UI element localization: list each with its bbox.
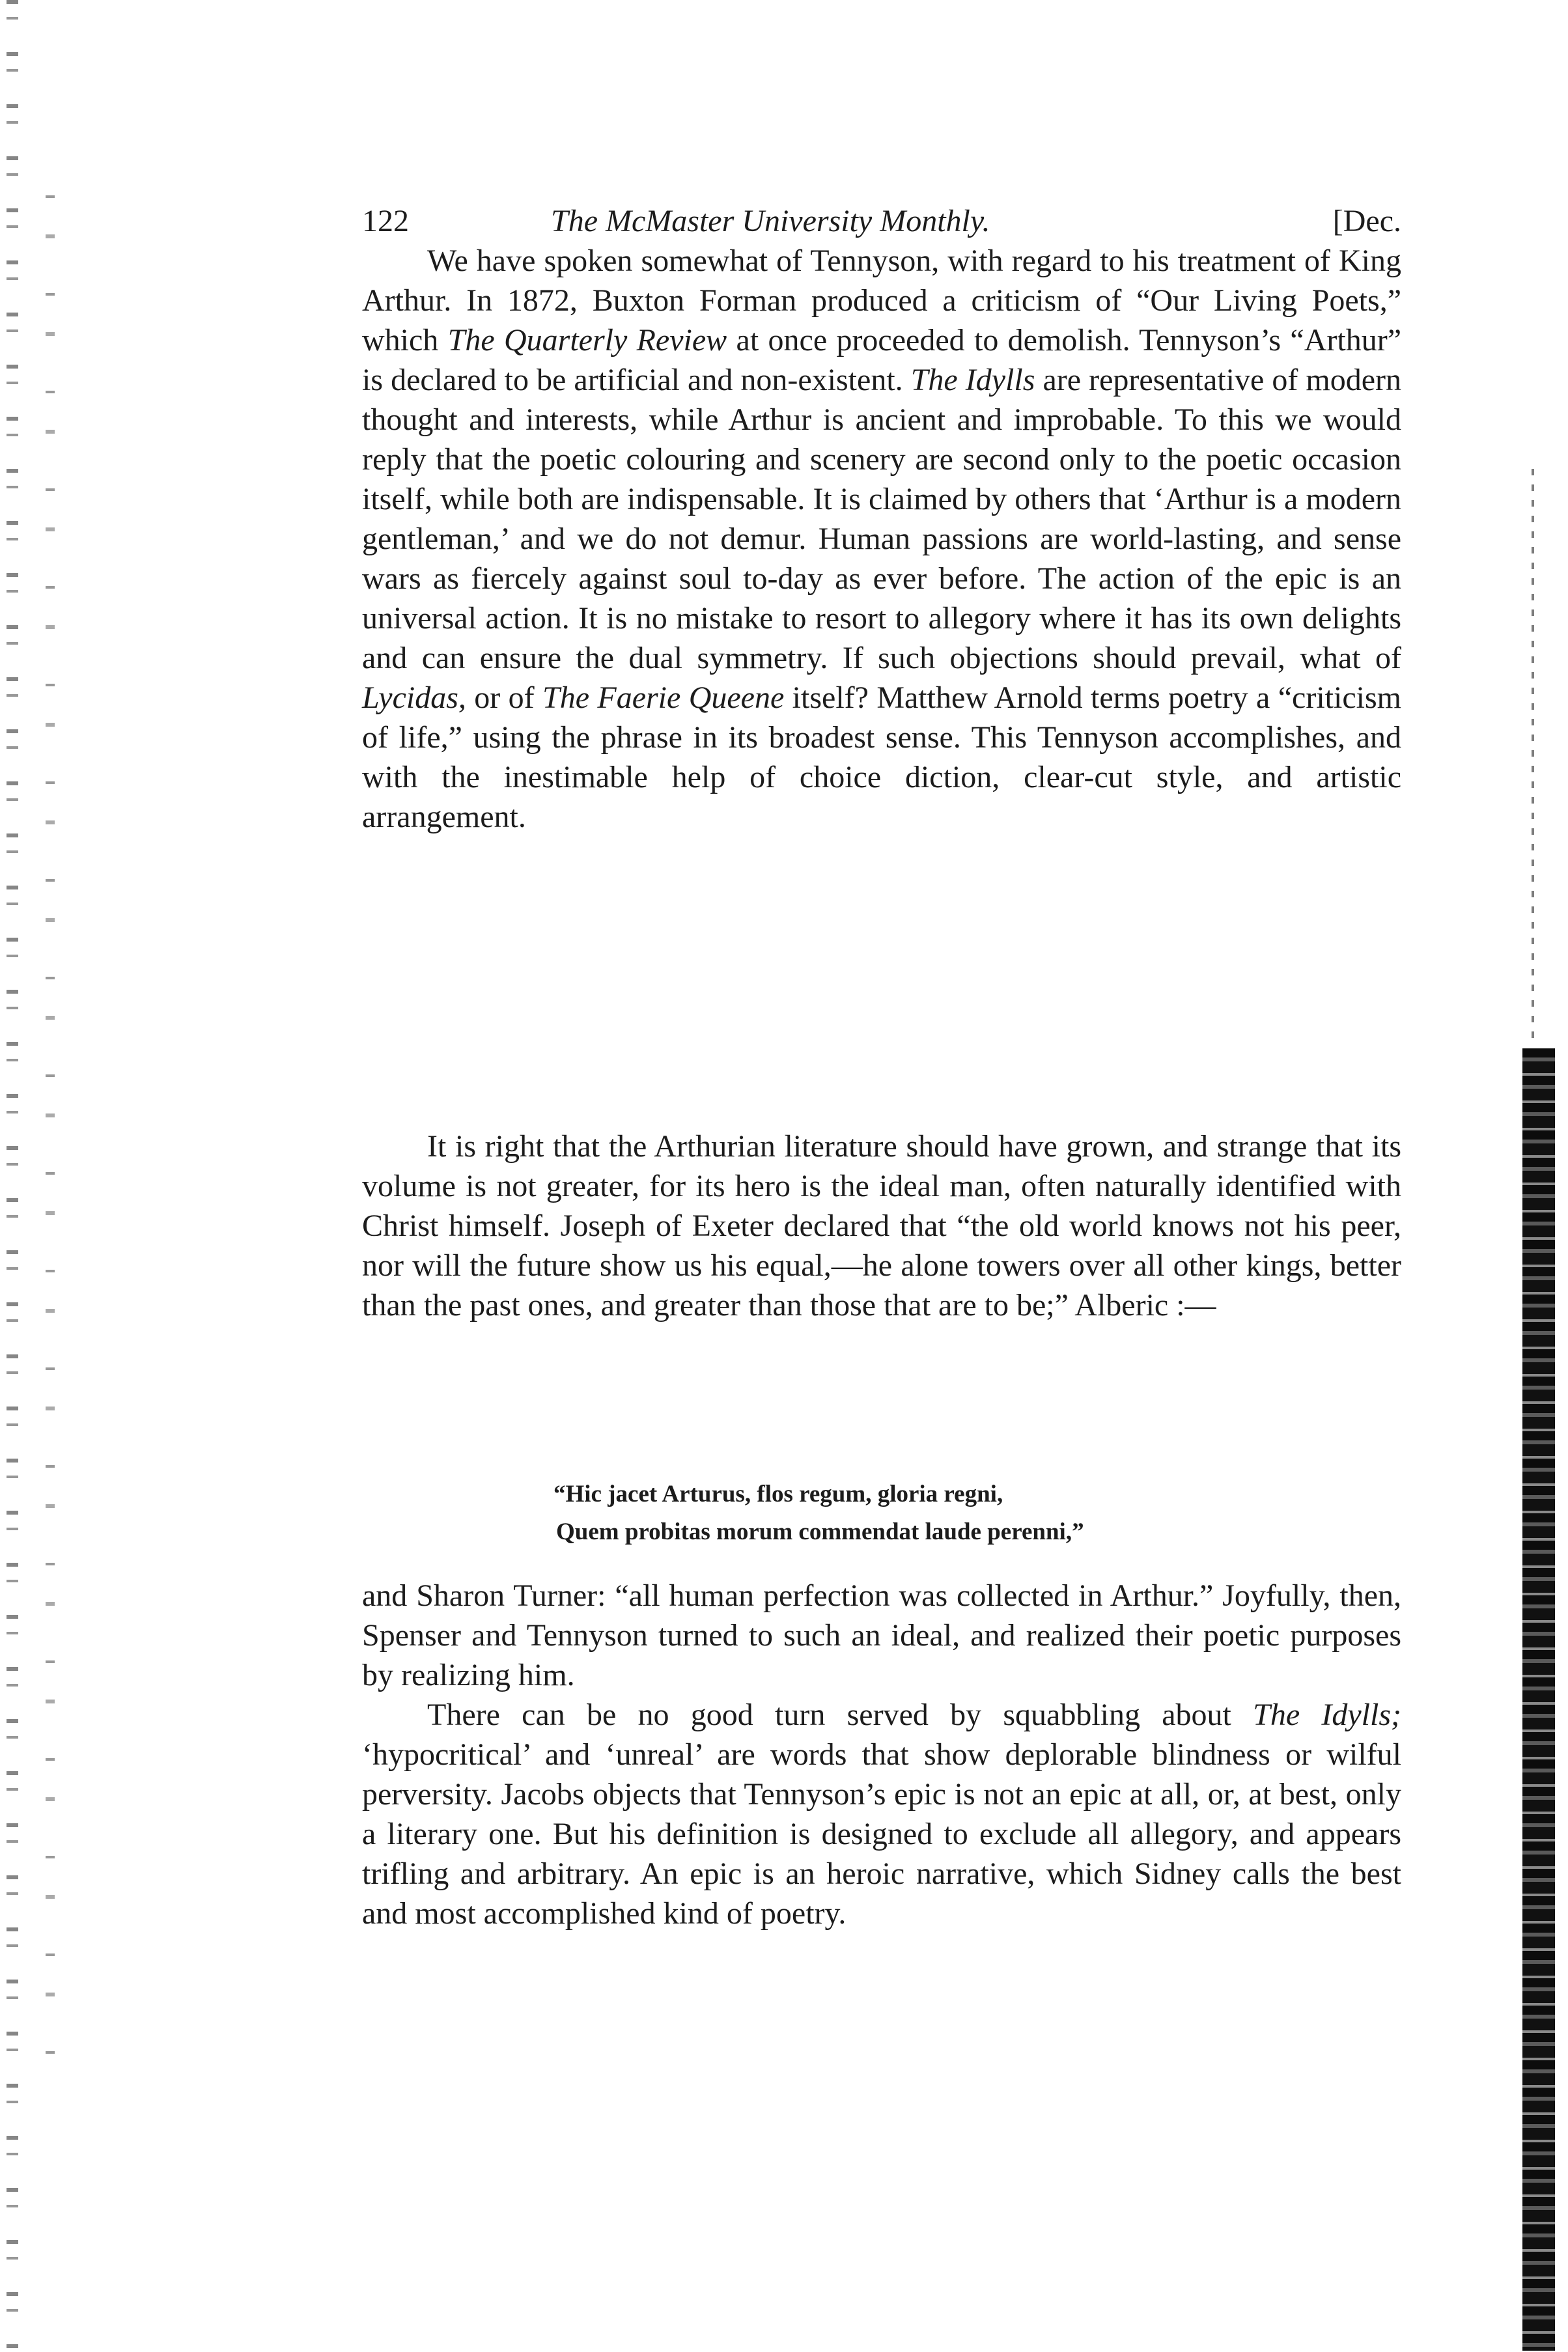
- paragraph-1-text-c: are representative of modern thought and interests, while Arthur is ancient and improbable. To this we would reply that the poetic colouring and scenery are second only to the poetic occasion itself, while both are indispensable. It is claimed by others that ‘Arthur is a modern gentleman,’ and we do not demur. Human passions are world-lasting, and sense wars as fiercely against soul to-day as ever before. The action of the epic is an universal action. It is no mistake to resort to allegory where it has its own delights and can ensure the dual symmetry. If such objections should prevail, what of: [362, 363, 1402, 675]
- scan-edge-right-thin: [1532, 469, 1534, 1042]
- scan-edge-left-inner: [46, 195, 55, 2084]
- paragraph-4: [362, 1695, 1401, 1933]
- body-text-bottom: [362, 1576, 1401, 1933]
- title-faerie-queene: The Faerie Queene: [542, 680, 785, 715]
- paragraph-1-text-a: We have spoken somewhat of Tennyson, with regard to his treatment of King Arthur. In 1872, Buxton Forman produced a criticism of “Our Living Poets,” which: [362, 244, 1401, 357]
- page-number: 122: [362, 204, 409, 238]
- paragraph-1: [362, 241, 1401, 837]
- body-text-middle: [362, 1127, 1401, 1325]
- latin-quotation: [553, 1476, 1335, 1551]
- paragraph-2: It is right that the Arthurian literature should have grown, and strange that its volume is not greater, for its hero is the ideal man, often naturally identified with Christ himself. Joseph of Exeter declared that “the old world knows not his peer, nor will the future show us his equal,—he alone towers over all other kings, better than the past ones, and greater than those that are to be;” Alberic :—: [362, 1129, 1401, 1323]
- journal-title: The McMaster University Monthly.: [551, 204, 990, 238]
- title-lycidas: Lycidas,: [362, 680, 466, 715]
- title-the-idylls: The Idylls: [910, 363, 1035, 397]
- paragraph-4-text-b: ‘hypocritical’ and ‘unreal’ are words that show deplorable blindness or wilful perversity. Jacobs objects that Tennyson’s epic is not an epic at all, or, at best, only a literary one. But his definition is designed to exclude all allegory, and appears trifling and arbitrary. An epic is an heroic narrative, which Sidney calls the best and most accomplished kind of poetry.: [362, 1737, 1401, 1931]
- quote-line-1: “Hic jacet Arturus, flos regum, gloria regni,: [553, 1481, 1003, 1507]
- paragraph-3: and Sharon Turner: “all human perfection was collected in Arthur.” Joyfully, then, Spenser and Tennyson turned to such an ideal, and realized their poetic purposes by realizing him.: [362, 1578, 1401, 1692]
- scan-edge-left: [7, 0, 18, 2352]
- quote-line-2: Quem probitas morum commendat laude perenni,”: [556, 1519, 1084, 1545]
- paragraph-1-text-e: itself? Matthew Arnold terms poetry a “criticism of life,” using the phrase in its broadest sense. This Tennyson accomplishes, and with the inestimable help of choice diction, clear-cut style, and artistic arrangement.: [362, 680, 1401, 834]
- title-the-idylls-2: The Idylls;: [1253, 1698, 1402, 1732]
- body-text-top: [362, 241, 1401, 837]
- running-header: [362, 195, 1401, 247]
- paragraph-1-text-b: at once proceeded to demolish. Tennyson’s “Arthur” is declared to be artificial and non-existent.: [362, 323, 1401, 397]
- paragraph-1-text-d: or of: [466, 680, 542, 715]
- scan-edge-right: [1522, 1048, 1555, 2351]
- issue-month: [Dec.: [1332, 204, 1401, 238]
- paragraph-4-text-a: There can be no good turn served by squabbling about: [427, 1698, 1253, 1732]
- title-quarterly-review: The Quarterly Review: [447, 323, 727, 357]
